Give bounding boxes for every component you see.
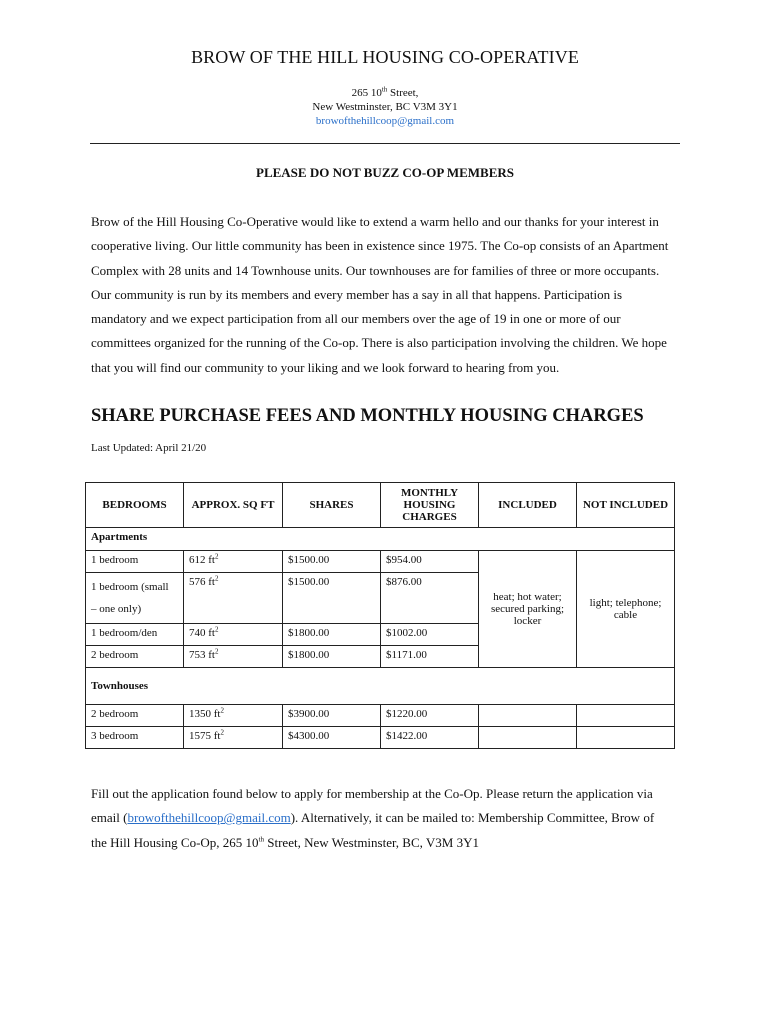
sqft-unit: ft: [213, 708, 221, 720]
fees-table: [85, 482, 675, 749]
col-header-included: INCLUDED: [479, 483, 577, 528]
table-row: [86, 705, 675, 727]
sqft-value: 1350: [189, 708, 211, 720]
notice-heading: PLEASE DO NOT BUZZ CO-OP MEMBERS: [256, 165, 514, 180]
last-updated: Last Updated: April 21/20: [91, 442, 207, 454]
org-title: BROW OF THE HILL HOUSING CO-OPERATIVE: [191, 47, 579, 67]
cell-shares: $1800.00: [283, 624, 381, 646]
cell-included-apartments: heat; hot water; secured parking; locker: [479, 551, 577, 668]
cell-included-empty: [479, 705, 577, 727]
intro-line: Brow of the Hill Housing Co-Operative would like to extend a warm hello and our thanks for your interest in: [91, 214, 659, 229]
sqft-value: 753: [189, 649, 206, 661]
cell-monthly: $954.00: [381, 551, 479, 573]
address-line: [0, 87, 770, 99]
closing-line: [91, 831, 683, 855]
intro-line: mandatory and we expect participation from all our members over the age of 19 in one or more of our: [91, 311, 621, 327]
address-sup: th: [381, 85, 388, 94]
cell-bedrooms: 1 bedroom: [86, 551, 184, 573]
apartments-label: Apartments: [86, 528, 675, 551]
cell-sqft: [184, 705, 283, 727]
cell-shares: $1500.00: [283, 573, 381, 624]
header-email-link[interactable]: browofthehillcoop@gmail.com: [315, 115, 455, 127]
cell-shares: $1500.00: [283, 551, 381, 573]
townhouses-label: Townhouses: [86, 668, 675, 705]
closing-text: the Hill Housing Co-Op, 265 10: [91, 834, 259, 850]
cell-included-empty: [479, 727, 577, 749]
sqft-value: 612: [189, 554, 206, 566]
bedrooms-text: – one only): [91, 603, 142, 615]
intro-line: Our community is run by its members and every member has a say in all that happens. Participation is: [91, 286, 623, 302]
col-header-monthly: MONTHLY HOUSING CHARGES: [381, 483, 479, 528]
intro-line: cooperative living. Our little community has been in existence since 1975. The Co-op consists of an Apartment: [91, 238, 669, 254]
sqft-sup: 2: [214, 574, 219, 583]
cell-monthly: $1422.00: [381, 727, 479, 749]
sqft-unit: ft: [208, 649, 215, 661]
col-header-not-included: NOT INCLUDED: [577, 483, 675, 528]
closing-text: email (: [91, 810, 128, 826]
cell-monthly: $1171.00: [381, 646, 479, 668]
cell-not-included-apartments: light; telephone; cable: [577, 551, 675, 668]
sqft-value: 1575: [189, 730, 211, 742]
cell-not-included-empty: [577, 727, 675, 749]
closing-sup: th: [258, 835, 265, 844]
address-number: 265 10: [351, 87, 382, 99]
cell-shares: $3900.00: [283, 705, 381, 727]
closing-email-link[interactable]: browofthehillcoop@gmail.com: [127, 810, 291, 826]
table-header-row: [86, 483, 675, 528]
intro-line: Complex with 28 units and 14 Townhouse units. Our townhouses are for families of three or more occupants.: [91, 262, 660, 278]
cell-monthly: $1220.00: [381, 705, 479, 727]
intro-line: committees organized for the running of the Co-op. There is also participation involving the children. We hope: [91, 335, 667, 351]
table-row: [86, 727, 675, 749]
cell-not-included-empty: [577, 705, 675, 727]
cell-monthly: $1002.00: [381, 624, 479, 646]
cell-bedrooms: [86, 573, 184, 624]
cell-sqft: [184, 624, 283, 646]
sqft-sup: 2: [214, 552, 219, 561]
sqft-unit: ft: [208, 627, 215, 639]
bedrooms-text: 1 bedroom (small: [91, 581, 169, 593]
intro-paragraph: [91, 210, 683, 380]
col-header-shares: SHARES: [283, 483, 381, 528]
table-row: [86, 551, 675, 573]
sqft-value: 740: [189, 627, 206, 639]
section-heading: SHARE PURCHASE FEES AND MONTHLY HOUSING CHARGES: [91, 406, 644, 426]
address-street: Street,: [387, 87, 419, 99]
cell-bedrooms: 2 bedroom: [86, 705, 184, 727]
closing-text: Street, New Westminster, BC, V3M 3Y1: [264, 834, 479, 850]
cell-sqft: [184, 573, 283, 624]
col-header-bedrooms: BEDROOMS: [86, 483, 184, 528]
cell-bedrooms: 2 bedroom: [86, 646, 184, 668]
cell-sqft: [184, 551, 283, 573]
closing-text: ). Alternatively, it can be mailed to: Membership Committee, Brow of: [290, 810, 655, 826]
sqft-value: 576: [189, 576, 206, 588]
section-row-apartments: [86, 528, 675, 551]
closing-line: [91, 806, 683, 830]
col-header-sqft: APPROX. SQ FT: [184, 483, 283, 528]
sqft-unit: ft: [208, 554, 215, 566]
sqft-unit: ft: [208, 576, 215, 588]
header-divider: [90, 143, 680, 144]
intro-line: that you will find our community to your liking and we look forward to hearing from you.: [91, 359, 560, 375]
sqft-sup: 2: [220, 706, 224, 715]
closing-paragraph: [91, 782, 683, 855]
cell-bedrooms: 3 bedroom: [86, 727, 184, 749]
cell-monthly: $876.00: [381, 573, 479, 624]
section-row-townhouses: [86, 668, 675, 705]
sqft-unit: ft: [213, 730, 221, 742]
cell-shares: $4300.00: [283, 727, 381, 749]
closing-line: Fill out the application found below to apply for membership at the Co-Op. Please return the application via: [91, 786, 653, 801]
city-line: New Westminster, BC V3M 3Y1: [312, 101, 458, 113]
cell-sqft: [184, 646, 283, 668]
sqft-sup: 2: [214, 647, 219, 656]
sqft-sup: 2: [220, 728, 224, 737]
cell-sqft: [184, 727, 283, 749]
sqft-sup: 2: [214, 625, 219, 634]
cell-bedrooms: 1 bedroom/den: [86, 624, 184, 646]
cell-shares: $1800.00: [283, 646, 381, 668]
